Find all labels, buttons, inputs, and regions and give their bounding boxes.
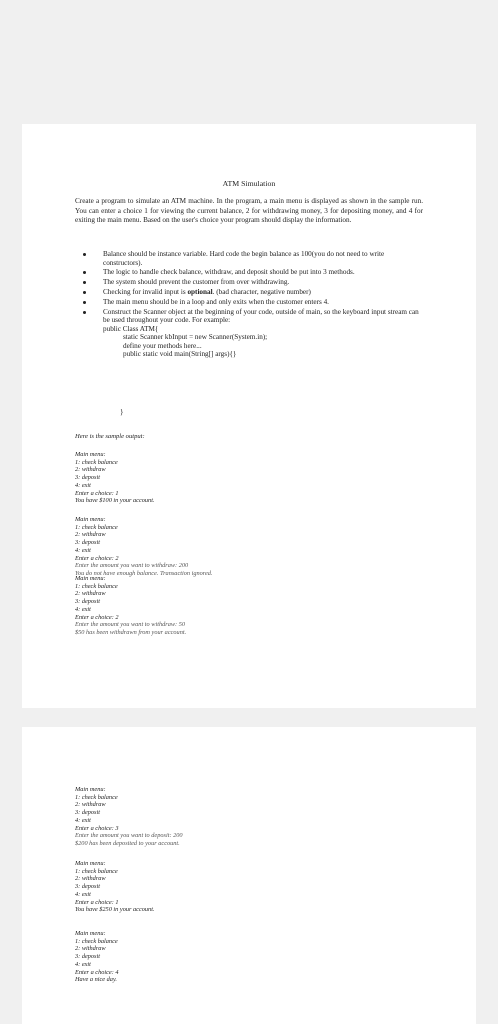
requirements-list: [75, 250, 423, 360]
bullet-icon: [83, 281, 86, 284]
sample-run-block: Main menu: 1: check balance 2: withdraw 3: deposit 4: exit Enter a choice: 3 Enter the amount you want to deposit: 200 $200 has been deposited to your account.: [75, 786, 183, 847]
bullet-icon: [83, 311, 86, 314]
sample-run-block: Main menu: 1: check balance 2: withdraw 3: deposit 4: exit Enter a choice: 4 Have a nice day.: [75, 930, 119, 984]
bullet-icon: [83, 271, 86, 274]
sample-run-block: Main menu: 1: check balance 2: withdraw 3: deposit 4: exit Enter a choice: 1 You have $250 in your account.: [75, 860, 155, 914]
document-title: ATM Simulation: [222, 179, 276, 188]
requirement-item: Checking for invalid input is optional. (bad character, negative number): [75, 288, 423, 297]
sample-run-block: Main menu: 1: check balance 2: withdraw 3: deposit 4: exit Enter a choice: 2 Enter the amount you want to withdraw: 200 You do not have enough balance. Transaction ignored.: [75, 516, 213, 577]
bullet-icon: [83, 291, 86, 294]
requirement-item: Construct the Scanner object at the beginning of your code, outside of main, so the keyboard input stream can be used throughout your code. For example: public Class ATM{ static Scanner kbInput = new Scanner(System.in); define your methods here... public static void main(String[] args){}: [75, 308, 423, 360]
bullet-icon: [83, 253, 86, 256]
sample-run-block: Main menu: 1: check balance 2: withdraw 3: deposit 4: exit Enter a choice: 1 You have $100 in your account.: [75, 451, 155, 505]
document-page-2: [22, 727, 476, 1024]
bullet-icon: [83, 301, 86, 304]
requirement-item: The main menu should be in a loop and only exits when the customer enters 4.: [75, 298, 423, 307]
sample-output-label: Here is the sample output:: [75, 433, 145, 440]
requirement-item: The system should prevent the customer from over withdrawing.: [75, 278, 423, 287]
sample-run-block: Main menu: 1: check balance 2: withdraw 3: deposit 4: exit Enter a choice: 2 Enter the amount you want to withdraw: 50 $50 has been withdrawn from your account.: [75, 575, 187, 636]
requirement-item: The logic to handle check balance, withdraw, and deposit should be put into 3 methods.: [75, 268, 423, 277]
code-example: public Class ATM{ static Scanner kbInput = new Scanner(System.in); define your methods here... public static void main(String[] args){}: [103, 324, 268, 359]
code-close-brace: }: [120, 408, 124, 416]
requirement-item: Balance should be instance variable. Hard code the begin balance as 100(you do not need to write constructors).: [75, 250, 423, 267]
intro-paragraph: Create a program to simulate an ATM machine. In the program, a main menu is displayed as shown in the sample run. You can enter a choice 1 for viewing the current balance, 2 for withdrawing money, 3 for depositing money, and 4 for exiting the main menu. Based on the user's choice your program should display the information.: [75, 197, 423, 225]
document-page-1: [22, 124, 476, 708]
